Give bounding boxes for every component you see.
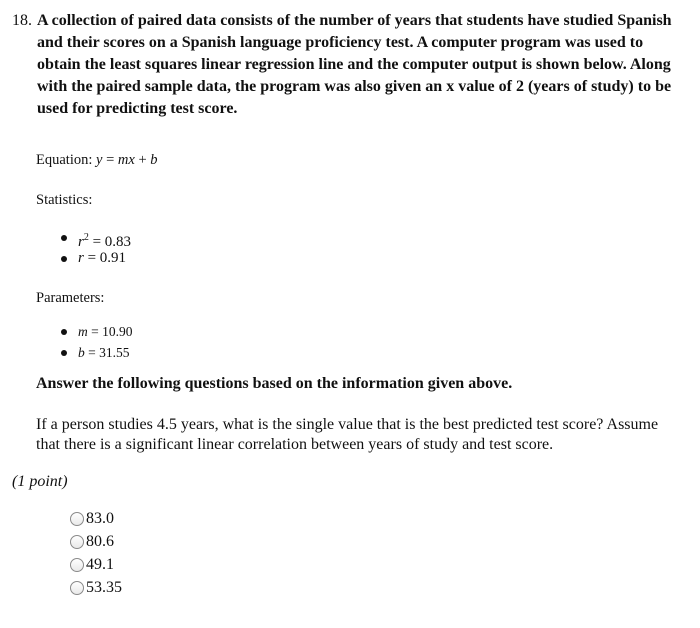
param-value: = 31.55 [84, 345, 130, 360]
equation-label: Equation: [36, 152, 93, 168]
question-text: A collection of paired data consists of the number of years that students have studied Spanish and their scores on a Spanish language proficiency test. A computer program was used to obtain the least squares linear regression line and the computer output is shown below. Along with the paired sample data, the program was also given an x value of 2 (years of study) to be used for predicting test score. [37, 12, 672, 117]
option-label: 49.1 [86, 555, 114, 573]
equation-plus: + [134, 152, 151, 168]
question-header [12, 10, 688, 120]
option-2[interactable] [70, 530, 122, 553]
statistic-r-squared [58, 227, 131, 248]
equation-equals: = [102, 152, 118, 168]
radio-button[interactable] [70, 512, 84, 526]
equation-mx: mx [117, 152, 135, 168]
stat-symbol: r [78, 250, 84, 266]
answer-options [70, 507, 122, 599]
param-symbol: m [78, 324, 88, 339]
question-prompt: If a person studies 4.5 years, what is the single value that is the best predicted test score? Assume that there is a significant linear correlation between years of study and test score. [36, 416, 659, 453]
stat-symbol: r [78, 234, 84, 250]
question-number: 18. [12, 12, 32, 29]
option-label: 53.35 [86, 578, 122, 596]
equation-y: y [96, 152, 103, 168]
option-label: 83.0 [86, 509, 114, 527]
parameters-list [58, 321, 133, 363]
answer-heading: Answer the following questions based on the information given above. [36, 375, 513, 392]
equation-line [36, 152, 158, 169]
option-3[interactable] [70, 553, 122, 576]
radio-button[interactable] [70, 558, 84, 572]
stat-superscript: 2 [83, 232, 89, 243]
radio-button[interactable] [70, 535, 84, 549]
param-value: = 10.90 [87, 324, 133, 339]
equation-b: b [150, 152, 158, 168]
parameter-m [58, 321, 133, 342]
parameter-b [58, 342, 133, 363]
statistic-r [58, 248, 131, 269]
stat-value: = 0.91 [83, 250, 127, 266]
param-symbol: b [78, 345, 85, 360]
option-label: 80.6 [86, 532, 114, 550]
option-1[interactable] [70, 507, 122, 530]
question-block [12, 10, 688, 120]
parameters-label: Parameters: [36, 290, 105, 306]
statistics-list [58, 227, 131, 269]
points-label: (1 point) [12, 473, 68, 490]
radio-button[interactable] [70, 581, 84, 595]
stat-value: = 0.83 [88, 234, 132, 250]
statistics-label: Statistics: [36, 192, 93, 208]
option-4[interactable] [70, 576, 122, 599]
